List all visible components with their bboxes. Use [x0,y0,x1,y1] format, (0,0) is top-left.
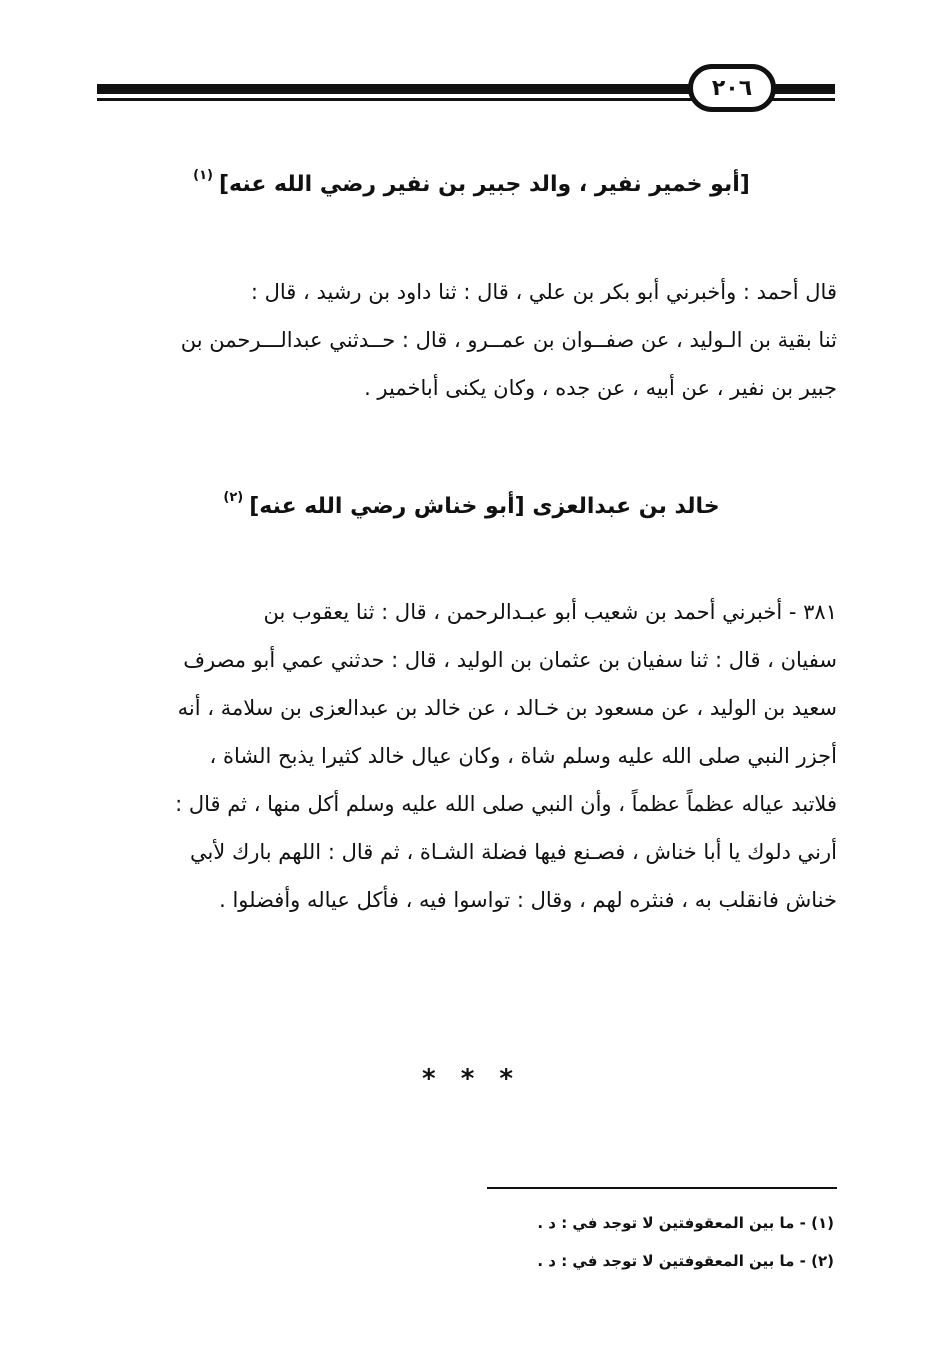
section-2-heading [0,490,943,519]
paragraph-line: جبير بن نفير ، عن أبيه ، عن جده ، وكان يكنى أباخمير . [364,376,837,400]
page-number: ٢٠٦ [688,64,776,112]
section-2-heading-text: خالد بن عبدالعزى [أبو خناش رضي الله عنه] [249,494,720,519]
footnote-rule [487,1187,837,1189]
paragraph-line: فلاتبد عياله عظماً عظماً ، وأن النبي صلى الله عليه وسلم أكل منها ، ثم قال : [175,792,837,816]
footnote-1: (١) - ما بين المعقوفتين لا توجد في : د . [537,1214,834,1232]
section-2-footnote-ref[interactable]: (٢) [223,490,244,505]
section-1-paragraph [95,268,837,412]
paragraph-line: خناش فانقلب به ، فنثره لهم ، وقال : تواسوا فيه ، فأكل عياله وأفضلوا . [219,888,837,912]
section-1-footnote-ref[interactable]: (١) [193,168,213,183]
paragraph-line: أرني دلوك يا أبا خناش ، فصـنع فيها فضلة الشـاة ، ثم قال : اللهم بارك لأبي [189,840,837,864]
footnote-2: (٢) - ما بين المعقوفتين لا توجد في : د . [537,1252,834,1270]
paragraph-line: قال أحمد : وأخبرني أبو بكر بن علي ، قال : ثنا داود بن رشيد ، قال : [250,280,837,304]
paragraph-line: ٣٨١ - أخبرني أحمد بن شعيب أبو عبـدالرحمن ، قال : ثنا يعقوب بن [263,600,837,624]
paragraph-line: سفيان ، قال : ثنا سفيان بن عثمان بن الوليد ، قال : حدثني عمي أبو مصرف [183,648,837,672]
paragraph-line: أجزر النبي صلى الله عليه وسلم شاة ، وكان عيال خالد كثيرا يذبح الشاة ، [209,744,837,768]
section-1-heading [0,168,943,197]
paragraph-line: سعيد بن الوليد ، عن مسعود بن خـالد ، عن خالد بن عبدالعزى بن سلامة ، أنه [177,696,837,720]
paragraph-line: ثنا بقية بن الـوليد ، عن صفــوان بن عمــرو ، قال : حــدثني عبدالـــرحمن بن [180,328,837,352]
section-separator: * * * [422,1064,521,1094]
section-1-heading-text: [أبو خمير نفير ، والد جبير بن نفير رضي الله عنه] [218,172,750,197]
section-2-paragraph [95,588,837,924]
